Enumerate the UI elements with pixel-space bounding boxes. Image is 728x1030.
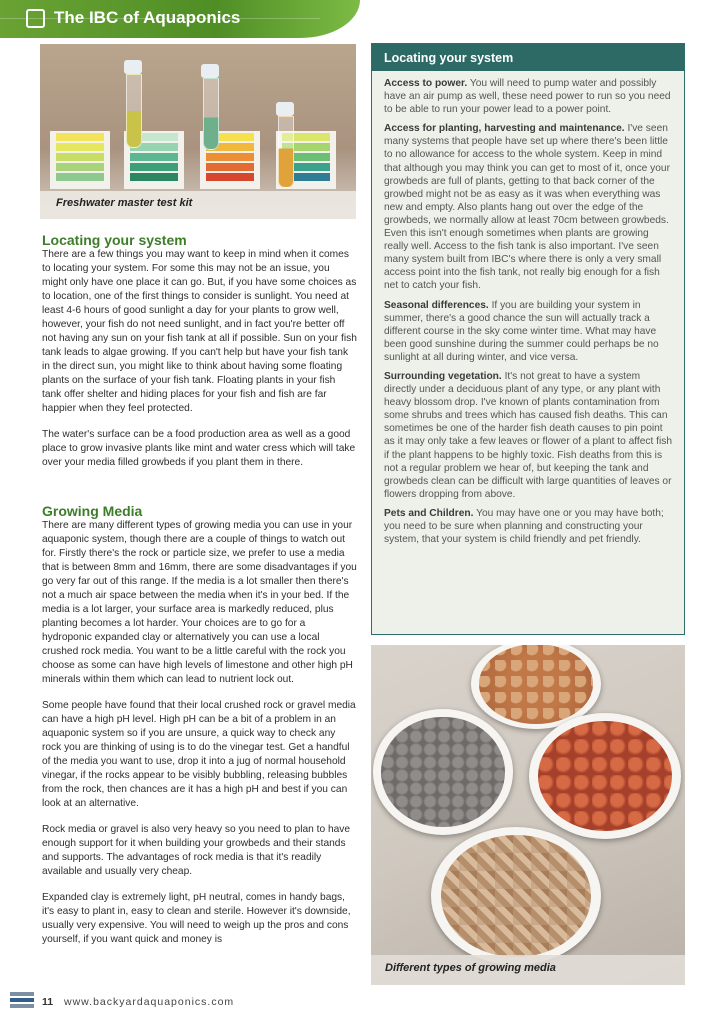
sidebar-item <box>384 122 674 292</box>
sidebar-item <box>384 77 674 116</box>
section-heading: Locating your system <box>42 232 187 248</box>
tube-cap <box>124 60 142 74</box>
photo-caption <box>40 191 356 219</box>
tube-cap <box>201 64 219 78</box>
page-header-title: The IBC of Aquaponics <box>54 8 241 27</box>
tube-cap <box>276 102 294 116</box>
bowl-expanded-clay <box>529 713 681 839</box>
test-tube <box>126 74 142 148</box>
paragraph: Some people have found that their local crushed rock or gravel media can have a high pH level. High pH can be a bit of a problem in an aquaponic system so if you are unsure, a quick way to check any rock you are thinking of using is to do the vinegar test. Get a handful of the media you want to use, drop it into a jug of normal household vinegar, if the rocks appear to be visibly bubbling, releasing bubbles from the rock, then chances are it has a high pH and best if you can look at an alternative. <box>42 700 356 809</box>
sidebar-item-label: Access for planting, harvesting and maintenance. <box>384 123 625 135</box>
sidebar-item <box>384 299 674 364</box>
growing-media-photo <box>371 645 685 985</box>
paragraph: The water's surface can be a food production area as well as a good place to grow invasive plants like mint and water cress which will take over your media filled growbeds if you plant them in there. <box>42 429 356 468</box>
sidebar-item-text: You will need to pump water and possibly have an air pump as well, these need power to run so you need to be able to run your power lead to a power point. <box>384 78 671 116</box>
sidebar-item-label: Access to power. <box>384 78 468 89</box>
test-tube <box>203 78 219 150</box>
sidebar-box <box>371 43 685 635</box>
caption-text: Freshwater master test kit <box>56 197 193 209</box>
sidebar-item-text: It's not great to have a system directly under a deciduous plant of any type, or any plant with heavy blossom drop. I've known of plants contamination from some shrubs and trees which has caused fish deaths. This can sometimes be one of the harder fish death causes to pin point as it may only take a few leaves or flower of a plant to affect fish if the plant happens to be highly toxic. Fish deaths from this is not a regular problem we hear of, but keeping the tank and growbeds clean can be difficult with large quantities of leaves or flowers dropping from above. <box>384 370 673 500</box>
sidebar-item-label: Pets and Children. <box>384 507 474 519</box>
header-banner <box>0 0 360 38</box>
sidebar-item <box>384 507 674 546</box>
test-tube <box>278 116 294 188</box>
sidebar-item-label: Seasonal differences. <box>384 299 489 311</box>
sidebar-item-text: You may have one or you may have both; you need to be sure when planning and constructing your system, that your system is child friendly and pet friendly. <box>384 507 664 546</box>
section-heading: Growing Media <box>42 503 143 519</box>
website-link[interactable]: www.backyardaquaponics.com <box>64 996 235 1008</box>
bowl-gravel <box>373 709 513 835</box>
sidebar-body <box>372 71 684 546</box>
page-number: 11 <box>42 996 54 1008</box>
paragraph: There are a few things you may want to keep in mind when it comes to locating your system. For some this may not be an issue, you might only have one place it can go. But, if you have some choices as to location, one of the first things to consider is sunlight. You need at least 4-6 hours of good sunlight a day for your plants to grow well, however, your fish do not need sunlight, and in fact you're better off not having any sun on your fish tank at all if possible. Sun on your fish tank leads to algae growing. If you can't help but have your fish tank in the direct sun, you might like to think about having some floating plants on the surface of your fish tank. Floating plants in your fish tank offer shelter and hiding places for your fish and fish are far happier when they feel protected. <box>42 249 357 414</box>
checkbox-icon <box>26 9 45 28</box>
paragraph: Rock media or gravel is also very heavy so you need to plan to have enough support for it when building your growbeds and their stands and supports. The advantages of rock media is that it's readily available and usually very cheap. <box>42 824 351 877</box>
sidebar-item-text: I've seen many systems that people have set up where there's been little to no allowance for access to the whole system. Keep in mind that although you may think you can get to most of it, once your growbeds are full of plants, getting to that back corner of the growbed might not be as easy as it was when everything was new and empty. Also plants hang out over the edge of the growbeds, we normally allow at least 70cm between growbeds. Even this isn't enough sometimes when plants are growing really well. Access to the fish tank is also important. I've seen many system built from IBC's where there is only a very small access point into the fish tank, not really big enough for a fish net to catch your fish. <box>384 123 670 292</box>
paragraph: Expanded clay is extremely light, pH neutral, comes in handy bags, it's easy to plant in, easy to clean and sterile. However it's downside, usually very expensive. You will need to weigh up the pros and cons yourself, if you want quick and money is <box>42 892 351 945</box>
color-chart <box>50 131 110 189</box>
sidebar-title: Locating your system <box>372 44 684 71</box>
section-body <box>42 248 357 482</box>
paragraph: There are many different types of growing media you can use in your aquaponic system, though there are a couple of things to watch out for. Firstly there's the rock or particle size, we prefer to use a media that is between 8mm and 16mm, there are some disadvantages if you go very far out of this range. If the media is a lot smaller then there's not a much air space between the media when it's in your bed. If the media is a lot larger, your surface area is markedly reduced, plus planting becomes a lot harder. Your choices are to go for a hydroponic expanded clay or alternatively you can use a local crushed rock media. You want to be a little careful with the rock you choose as some can have high levels of limestone and other high pH minerals within them which can lead to nutrient lock out. <box>42 520 357 685</box>
sidebar-item-text: If you are building your system in summer, there's a good chance the sun will actually track a different course in the sky come winter time. What may have been good sunshine during the summer could perhaps be no sunlight at all during winter, and vice versa. <box>384 299 659 363</box>
bowl-rock-chips <box>431 827 601 965</box>
sidebar-item <box>384 370 674 501</box>
section-body <box>42 519 357 959</box>
photo-caption <box>371 955 685 985</box>
logo-icon <box>10 992 34 1012</box>
sidebar-item-label: Surrounding vegetation. <box>384 370 502 382</box>
caption-text: Different types of growing media <box>385 962 556 974</box>
